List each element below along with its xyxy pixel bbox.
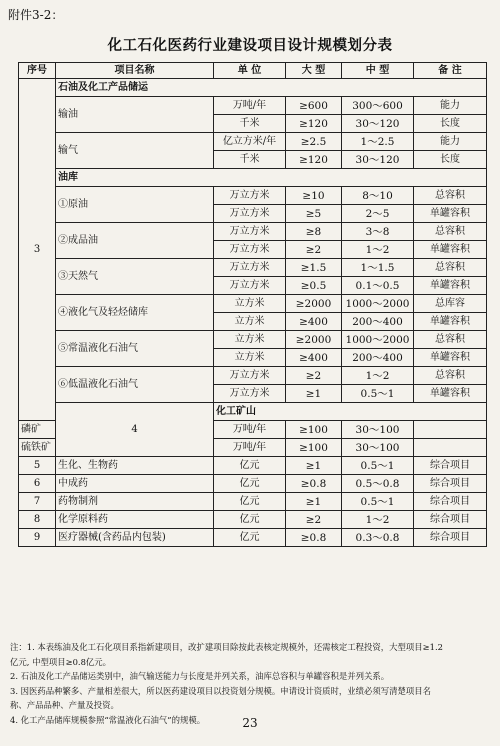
- footnote-line: 注：1. 本表练油及化工石化项目系指新建项目，改扩建项目除按此表核定规模外，还需核定工程投资，大型项目≥1.2: [10, 642, 443, 652]
- table-row: [19, 223, 487, 241]
- large-cell: ≥400: [286, 349, 342, 367]
- medium-cell: 0.5～1: [342, 385, 414, 403]
- table-row: [19, 511, 487, 529]
- medium-cell: 1～1.5: [342, 259, 414, 277]
- medium-cell: 300～600: [342, 97, 414, 115]
- medium-cell: 1000～2000: [342, 295, 414, 313]
- large-cell: ≥600: [286, 97, 342, 115]
- medium-cell: 3～8: [342, 223, 414, 241]
- note-cell: 单罐容积: [414, 349, 487, 367]
- large-cell: ≥2: [286, 511, 342, 529]
- header-name: 项目名称: [56, 63, 214, 79]
- large-cell: ≥100: [286, 439, 342, 457]
- large-cell: ≥100: [286, 421, 342, 439]
- medium-cell: 30～100: [342, 439, 414, 457]
- medium-cell: 1000～2000: [342, 331, 414, 349]
- item-name: 生化、生物药: [56, 457, 214, 475]
- note-cell: 单罐容积: [414, 241, 487, 259]
- unit-cell: 千米: [214, 115, 286, 133]
- unit-cell: 立方米: [214, 313, 286, 331]
- large-cell: ≥2.5: [286, 133, 342, 151]
- large-cell: ≥8: [286, 223, 342, 241]
- table-row: [19, 187, 487, 205]
- note-cell: [414, 439, 487, 457]
- large-cell: ≥400: [286, 313, 342, 331]
- large-cell: ≥2: [286, 367, 342, 385]
- group-heading-depot: 油库: [56, 169, 487, 187]
- row-index: 9: [19, 529, 56, 547]
- unit-cell: 万立方米: [214, 385, 286, 403]
- note-cell: 综合项目: [414, 457, 487, 475]
- note-cell: 单罐容积: [414, 205, 487, 223]
- unit-cell: 万立方米: [214, 241, 286, 259]
- medium-cell: 1～2: [342, 367, 414, 385]
- item-name: ⑥低温液化石油气: [56, 367, 214, 403]
- medium-cell: 0.5～0.8: [342, 475, 414, 493]
- row-index: 6: [19, 475, 56, 493]
- note-cell: 总容积: [414, 223, 487, 241]
- header-note: 备 注: [414, 63, 487, 79]
- table-row: [19, 493, 487, 511]
- medium-cell: 0.1～0.5: [342, 277, 414, 295]
- note-cell: 综合项目: [414, 475, 487, 493]
- note-cell: 长度: [414, 151, 487, 169]
- unit-cell: 立方米: [214, 349, 286, 367]
- table-row: [19, 133, 487, 151]
- item-name: ⑤常温液化石油气: [56, 331, 214, 367]
- medium-cell: 2～5: [342, 205, 414, 223]
- header-unit: 单 位: [214, 63, 286, 79]
- unit-cell: 万吨/年: [214, 421, 286, 439]
- note-cell: [414, 421, 487, 439]
- large-cell: ≥0.5: [286, 277, 342, 295]
- footnotes: [10, 640, 490, 727]
- item-name: ③天然气: [56, 259, 214, 295]
- unit-cell: 亿元: [214, 529, 286, 547]
- large-cell: ≥10: [286, 187, 342, 205]
- item-name: ①原油: [56, 187, 214, 223]
- large-cell: ≥120: [286, 151, 342, 169]
- item-name: 硫铁矿: [19, 439, 56, 457]
- medium-cell: 30～120: [342, 151, 414, 169]
- page-number: 23: [242, 716, 258, 730]
- item-name: ④液化气及轻烃储库: [56, 295, 214, 331]
- note-cell: 总容积: [414, 259, 487, 277]
- unit-cell: 万立方米: [214, 205, 286, 223]
- note-cell: 总容积: [414, 331, 487, 349]
- large-cell: ≥120: [286, 115, 342, 133]
- appendix-label: 附件3-2：: [8, 8, 64, 22]
- header-index: 序号: [19, 63, 56, 79]
- large-cell: ≥1: [286, 493, 342, 511]
- note-cell: 总容积: [414, 367, 487, 385]
- unit-cell: 立方米: [214, 295, 286, 313]
- row-index: 8: [19, 511, 56, 529]
- header-medium: 中 型: [342, 63, 414, 79]
- footnote-line: 3. 因医药品种繁多、产量相差很大，所以医药建设项目以投资划分规模。申请设计资质时，业绩必须写清楚项目名: [10, 685, 432, 696]
- unit-cell: 千米: [214, 151, 286, 169]
- large-cell: ≥1: [286, 385, 342, 403]
- note-cell: 单罐容积: [414, 277, 487, 295]
- group-heading-storage: 石油及化工产品储运: [56, 79, 487, 97]
- note-cell: 单罐容积: [414, 313, 487, 331]
- header-large: 大 型: [286, 63, 342, 79]
- table-row: [19, 259, 487, 277]
- table-row: [19, 295, 487, 313]
- unit-cell: 亿元: [214, 475, 286, 493]
- group-heading-mining: 化工矿山: [214, 403, 487, 421]
- footnote-line: 4. 化工产品储库规模参照“常温液化石油气”的规模。: [10, 714, 206, 725]
- unit-cell: 亿元: [214, 493, 286, 511]
- note-cell: 单罐容积: [414, 385, 487, 403]
- table-row: [19, 97, 487, 115]
- item-name: 磷矿: [19, 421, 56, 439]
- table-row: [19, 169, 487, 187]
- medium-cell: 0.3～0.8: [342, 529, 414, 547]
- unit-cell: 亿立方米/年: [214, 133, 286, 151]
- unit-cell: 万立方米: [214, 259, 286, 277]
- row-index: 7: [19, 493, 56, 511]
- unit-cell: 万吨/年: [214, 439, 286, 457]
- unit-cell: 万吨/年: [214, 97, 286, 115]
- unit-cell: 万立方米: [214, 367, 286, 385]
- row-index-3: 3: [19, 79, 56, 421]
- row-index: 5: [19, 457, 56, 475]
- note-cell: 综合项目: [414, 529, 487, 547]
- medium-cell: 200～400: [342, 313, 414, 331]
- table-row: [19, 331, 487, 349]
- large-cell: ≥5: [286, 205, 342, 223]
- medium-cell: 0.5～1: [342, 493, 414, 511]
- note-cell: 能力: [414, 133, 487, 151]
- note-cell: 能力: [414, 97, 487, 115]
- table-row: [19, 475, 487, 493]
- medium-cell: 30～120: [342, 115, 414, 133]
- unit-cell: 亿元: [214, 457, 286, 475]
- page-title: 化工石化医药行业建设项目设计规模划分表: [107, 37, 393, 54]
- note-cell: 总容积: [414, 187, 487, 205]
- large-cell: ≥0.8: [286, 529, 342, 547]
- large-cell: ≥1: [286, 457, 342, 475]
- item-name: 中成药: [56, 475, 214, 493]
- unit-cell: 万立方米: [214, 277, 286, 295]
- medium-cell: 30～100: [342, 421, 414, 439]
- table-row: [19, 367, 487, 385]
- medium-cell: 1～2: [342, 511, 414, 529]
- unit-cell: 亿元: [214, 511, 286, 529]
- footnote-line: 亿元, 中型项目≥0.8亿元。: [10, 656, 112, 667]
- table-row: [19, 457, 487, 475]
- footnote-line: 称、产品品种、产量及投资。: [10, 700, 119, 710]
- unit-cell: 万立方米: [214, 187, 286, 205]
- item-name: 药物制剂: [56, 493, 214, 511]
- note-cell: 综合项目: [414, 493, 487, 511]
- table-row: [19, 529, 487, 547]
- note-cell: 总库容: [414, 295, 487, 313]
- table-row: [19, 403, 487, 421]
- large-cell: ≥2000: [286, 295, 342, 313]
- large-cell: ≥2: [286, 241, 342, 259]
- table-header-row: [19, 63, 487, 79]
- note-cell: 长度: [414, 115, 487, 133]
- item-name: 输气: [56, 133, 214, 169]
- medium-cell: 1～2: [342, 241, 414, 259]
- row-index-4: 4: [56, 403, 214, 457]
- large-cell: ≥0.8: [286, 475, 342, 493]
- large-cell: ≥2000: [286, 331, 342, 349]
- scale-table: [18, 62, 487, 547]
- footnote-line: 2. 石油及化工产品储运类别中，油气输送能力与长度是并列关系，油库总容积与单罐容积是并列关系。: [10, 671, 390, 681]
- item-name: ②成品油: [56, 223, 214, 259]
- medium-cell: 1～2.5: [342, 133, 414, 151]
- item-name: 医疗器械(含药品内包装): [56, 529, 214, 547]
- item-name: 化学原料药: [56, 511, 214, 529]
- unit-cell: 立方米: [214, 331, 286, 349]
- medium-cell: 200～400: [342, 349, 414, 367]
- item-name: 输油: [56, 97, 214, 133]
- unit-cell: 万立方米: [214, 223, 286, 241]
- medium-cell: 0.5～1: [342, 457, 414, 475]
- large-cell: ≥1.5: [286, 259, 342, 277]
- note-cell: 综合项目: [414, 511, 487, 529]
- table-row: [19, 79, 487, 97]
- medium-cell: 8～10: [342, 187, 414, 205]
